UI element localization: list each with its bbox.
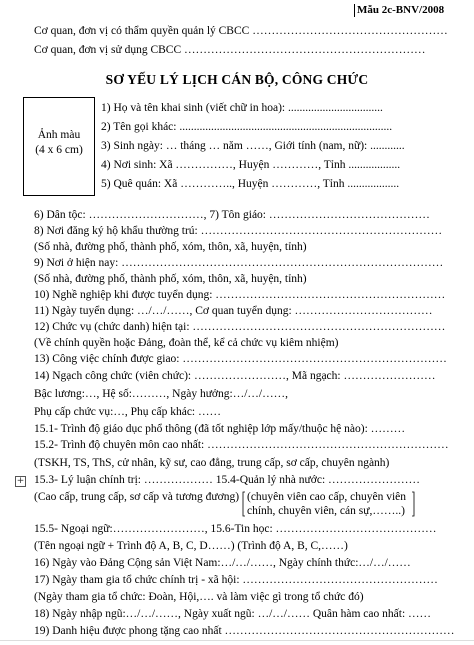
employing-agency-line: Cơ quan, đơn vị sử dụng CBCC ……………………………………………………… <box>34 44 426 56</box>
field-1-birth-name: 1) Họ và tên khai sinh (viết chữ in hoa): ................................. <box>101 102 383 114</box>
field-10-occupation: 10) Nghề nghiệp khi được tuyển dụng: …………………………………………………… <box>34 289 446 301</box>
field-8-permanent-residence: 8) Nơi đăng ký hộ khẩu thường trú: ……………………………………………………… <box>34 225 443 237</box>
photo-size-label: (4 x 6 cm) <box>35 144 83 156</box>
field-15-2-qualification: 15.2- Trình độ chuyên môn cao nhất: ……………………………………………………… <box>34 439 449 451</box>
field-2-other-name: 2) Tên gọi khác: .......................................................................... <box>101 121 393 133</box>
field-15-5-hint: (Tên ngoại ngữ + Trình độ A, B, C, D……) (Trình độ A, B, C,……) <box>34 540 348 552</box>
field-5-hometown: 5) Quê quán: Xã ………….., Huyện …………, Tỉnh .................. <box>101 178 400 190</box>
field-15-1-education: 15.1- Trình độ giáo dục phổ thông (đã tốt nghiệp lớp mấy/thuộc hệ nào): ……… <box>34 423 406 435</box>
field-14-civil-service-rank: 14) Ngạch công chức (viên chức): ……………………, Mã ngạch: …………………… <box>34 370 436 382</box>
field-14-salary: Bậc lương:…, Hệ số:………, Ngày hưởng:…/…/……, <box>34 388 288 400</box>
field-16-party-admission: 16) Ngày vào Đảng Cộng sản Việt Nam:…/…/……, Ngày chính thức:…/…/…… <box>34 557 411 569</box>
field-15-3-15-4-politics-management: 15.3- Lý luận chính trị: ……………… 15.4-Quản lý nhà nước: …………………… <box>34 474 421 486</box>
field-13-main-duties: 13) Công việc chính được giao: …………………………………………………………… <box>34 353 447 365</box>
document-title: SƠ YẾU LÝ LỊCH CÁN BỘ, CÔNG CHỨC <box>105 72 369 87</box>
field-8-hint: (Số nhà, đường phố, thành phố, xóm, thôn, xã, huyện, tỉnh) <box>34 241 307 253</box>
table-move-icon[interactable]: + <box>16 476 25 486</box>
field-14-allowance: Phụ cấp chức vụ:…, Phụ cấp khác: …… <box>34 406 221 418</box>
field-15-2-hint: (TSKH, TS, ThS, cử nhân, kỹ sư, cao đẳng, trung cấp, sơ cấp, chuyên ngành) <box>34 457 390 469</box>
field-17-hint: (Ngày tham gia tổ chức: Đoàn, Hội,…. và làm việc gì trong tổ chức đó) <box>34 591 364 603</box>
field-17-socio-political-org: 17) Ngày tham gia tổ chức chính trị - xã hội: …………………………………………… <box>34 574 438 586</box>
side-note-line-1: (chuyên viên cao cấp, chuyên viên <box>247 491 407 503</box>
field-9-current-address: 9) Nơi ở hiện nay: ………………………………………………………………………… <box>34 257 444 269</box>
side-note-line-2: chính, chuyên viên, cán sự,……..) <box>247 505 405 517</box>
field-9-hint: (Số nhà, đường phố, thành phố, xóm, thôn, xã, huyện, tỉnh) <box>34 273 307 285</box>
field-15-5-15-6-language-it: 15.5- Ngoại ngữ:……………………, 15.6-Tin học: …………………………………… <box>34 523 437 535</box>
form-code: Mẫu 2c-BNV/2008 <box>354 4 444 17</box>
managing-agency-line: Cơ quan, đơn vị có thẩm quyền quản lý CBCC …………………………………………… <box>34 25 448 37</box>
field-4-birth-place: 4) Nơi sinh: Xã ……………, Huyện …………, Tỉnh .................. <box>101 159 401 171</box>
photo-placeholder <box>23 97 95 196</box>
field-6-7-ethnicity-religion: 6) Dân tộc: …………………………, 7) Tôn giáo: …………………………………… <box>34 209 430 221</box>
field-15-3-hint: (Cao cấp, trung cấp, sơ cấp và tương đương) <box>34 491 240 503</box>
field-11-recruitment: 11) Ngày tuyển dụng: …/…/……, Cơ quan tuyển dụng: ……………………………… <box>34 305 433 317</box>
page-edge <box>0 640 474 641</box>
field-3-birth-date-gender: 3) Sinh ngày: … tháng … năm ……, Giới tính (nam, nữ): ............ <box>101 140 405 152</box>
field-12-hint: (Về chính quyền hoặc Đảng, đoàn thể, kể cả chức vụ kiêm nhiệm) <box>34 337 339 349</box>
field-12-current-position: 12) Chức vụ (chức danh) hiện tại: ………………………………………………………… <box>34 321 446 333</box>
photo-label: Ảnh màu <box>37 129 81 141</box>
field-19-highest-title: 19) Danh hiệu được phong tặng cao nhất …………………………………………………… <box>34 625 455 637</box>
field-18-military-service: 18) Ngày nhập ngũ:…/…/……, Ngày xuất ngũ: …/…/…… Quân hàm cao nhất: …… <box>34 608 432 620</box>
